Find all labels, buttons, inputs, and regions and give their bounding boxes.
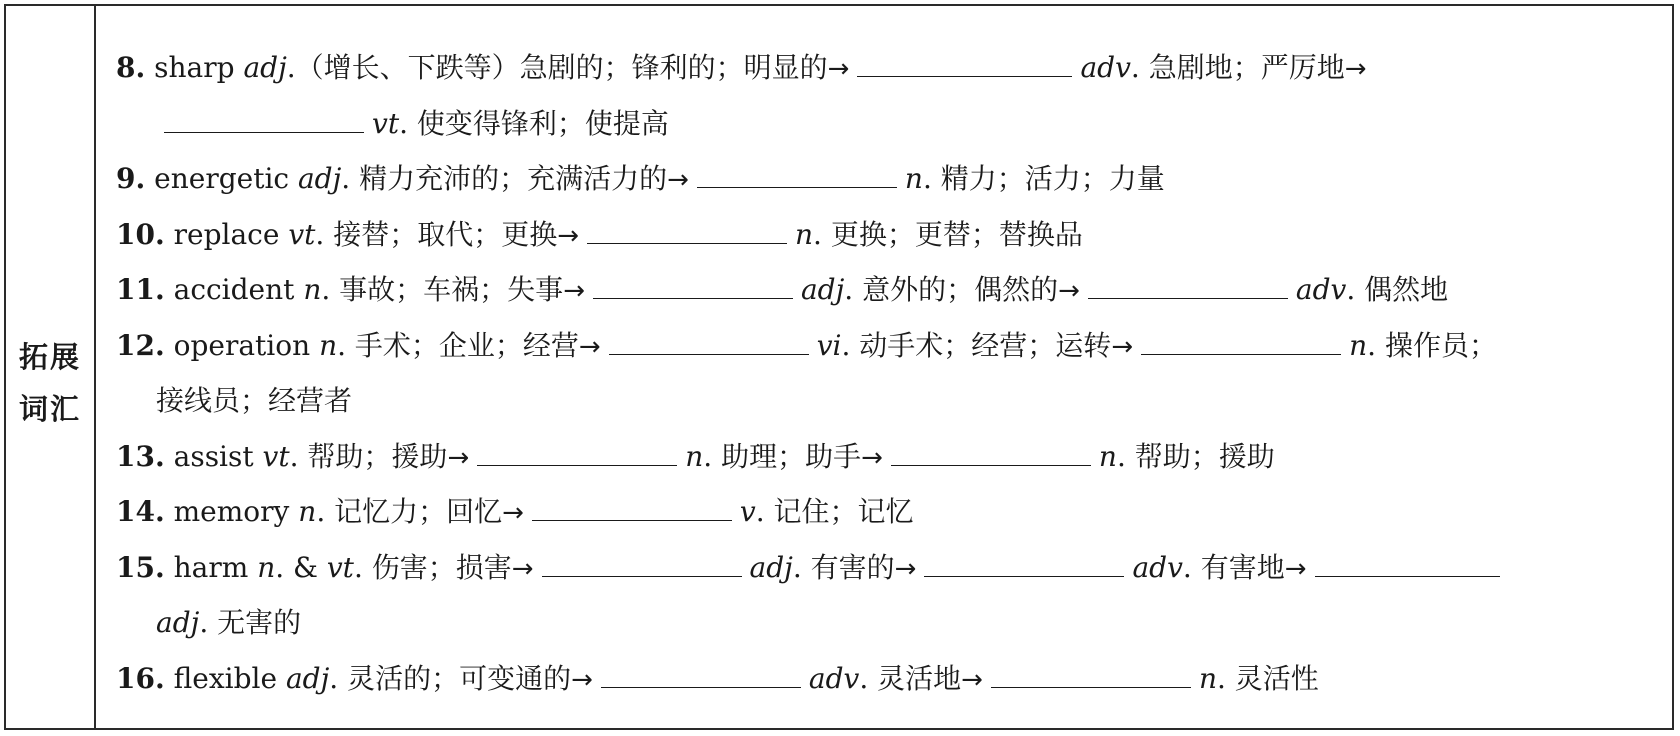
answer-blank[interactable] xyxy=(1088,297,1288,299)
section-label-column xyxy=(6,6,96,728)
entry-text: . 精力充沛的；充满活力的 xyxy=(341,162,668,195)
entry-text: accident xyxy=(173,273,304,306)
entry-text: . 操作员； xyxy=(1367,328,1497,362)
arrow-icon: → xyxy=(502,498,524,528)
entry-text: . 记忆力；回忆 xyxy=(316,495,503,528)
vocab-entry-line xyxy=(116,151,1676,207)
entry-number: 12. xyxy=(116,328,165,362)
section-label-line-1: 拓展 xyxy=(18,340,81,374)
answer-blank[interactable] xyxy=(1315,575,1500,577)
entry-text: energetic xyxy=(154,162,298,195)
entry-text: . 意外的；偶然的 xyxy=(844,273,1059,306)
vocab-entry-line xyxy=(116,262,1676,318)
part-of-speech: n xyxy=(319,328,338,362)
part-of-speech: n xyxy=(1198,661,1217,695)
entry-text: .（增长、下跌等）急剧的；锋利的；明显的 xyxy=(286,51,828,84)
answer-blank[interactable] xyxy=(924,575,1124,577)
part-of-speech: adv xyxy=(1132,550,1183,584)
answer-blank[interactable] xyxy=(477,464,677,466)
section-label xyxy=(6,331,94,435)
answer-blank[interactable] xyxy=(601,686,801,688)
entry-text: . 手术；企业；经营 xyxy=(337,328,579,362)
entry-text: . 灵活性 xyxy=(1216,661,1319,695)
entry-text: . 灵活地 xyxy=(859,661,962,695)
vocab-entry-line xyxy=(116,40,1676,96)
entry-text: . 有害的 xyxy=(792,550,895,584)
answer-blank[interactable] xyxy=(532,519,732,521)
vocab-entry-line xyxy=(116,651,1676,707)
entry-text: . & xyxy=(275,550,327,584)
vocab-entry-line xyxy=(116,207,1676,263)
vocab-entry-line xyxy=(116,96,1676,152)
answer-blank[interactable] xyxy=(542,575,742,577)
entry-number: 10. xyxy=(116,217,165,251)
entry-text: . 伤害；损害 xyxy=(353,550,512,584)
vocab-table xyxy=(4,4,1674,730)
arrow-icon: → xyxy=(563,276,585,306)
part-of-speech: adj xyxy=(243,51,287,84)
arrow-icon: → xyxy=(1344,54,1367,84)
arrow-icon: → xyxy=(1284,553,1307,584)
entry-text: sharp xyxy=(154,51,244,84)
part-of-speech: adj xyxy=(800,273,845,306)
arrow-icon: → xyxy=(511,553,534,584)
arrow-icon: → xyxy=(1111,331,1134,362)
part-of-speech: adj xyxy=(297,162,342,195)
answer-blank[interactable] xyxy=(857,75,1072,77)
arrow-icon: → xyxy=(1058,276,1080,306)
entry-text: operation xyxy=(173,328,320,362)
entry-text: memory xyxy=(173,495,299,528)
entry-text: replace xyxy=(173,217,289,251)
part-of-speech: adv xyxy=(1295,273,1347,306)
part-of-speech: vt xyxy=(372,106,400,140)
entry-text: . 记住；记忆 xyxy=(755,495,914,528)
part-of-speech: vt xyxy=(262,439,290,473)
entry-text: . 急剧地；严厉地 xyxy=(1130,51,1345,84)
vocab-entry-line xyxy=(116,484,1676,540)
entry-text: . 有害地 xyxy=(1182,550,1285,584)
entry-number: 13. xyxy=(116,439,165,473)
entry-number: 14. xyxy=(116,495,165,528)
entry-text: assist xyxy=(173,439,263,473)
part-of-speech: adj xyxy=(285,661,330,695)
entry-text: . 偶然地 xyxy=(1346,273,1449,306)
vocab-entry-line xyxy=(116,595,1676,651)
answer-blank[interactable] xyxy=(1141,353,1341,355)
part-of-speech: n xyxy=(303,273,322,306)
entry-text: harm xyxy=(173,550,258,584)
entry-text: . 更换；更替；替换品 xyxy=(813,217,1083,251)
arrow-icon: → xyxy=(861,442,883,473)
part-of-speech: adj xyxy=(156,606,200,639)
part-of-speech: n xyxy=(1349,328,1368,362)
answer-blank[interactable] xyxy=(609,353,809,355)
arrow-icon: → xyxy=(557,220,579,251)
answer-blank[interactable] xyxy=(587,242,787,244)
entry-text: . 使变得锋利；使提高 xyxy=(399,106,669,140)
part-of-speech: adv xyxy=(1080,51,1131,84)
arrow-icon: → xyxy=(894,553,917,584)
entry-number: 8. xyxy=(116,51,146,84)
entry-text: 接线员；经营者 xyxy=(156,384,353,417)
answer-blank[interactable] xyxy=(697,186,897,188)
arrow-icon: → xyxy=(827,54,850,84)
vocab-entry-line xyxy=(116,373,1676,429)
part-of-speech: n xyxy=(685,439,704,473)
answer-blank[interactable] xyxy=(164,131,364,133)
vocab-entry-line xyxy=(116,429,1676,485)
entry-text: . 帮助；援助 xyxy=(289,439,448,473)
answer-blank[interactable] xyxy=(891,464,1091,466)
entry-text: . 无害的 xyxy=(199,606,302,639)
entry-number: 9. xyxy=(116,162,146,195)
part-of-speech: n xyxy=(904,162,923,195)
part-of-speech: adj xyxy=(749,550,793,584)
entry-text: . 接替；取代；更换 xyxy=(315,217,558,251)
part-of-speech: vt xyxy=(288,217,316,251)
entry-text: flexible xyxy=(173,661,286,695)
entry-text: . 动手术；经营；运转 xyxy=(841,328,1112,362)
entry-text: . 帮助；援助 xyxy=(1116,439,1275,473)
part-of-speech: vt xyxy=(326,550,354,584)
answer-blank[interactable] xyxy=(991,686,1191,688)
entry-text: . 精力；活力；力量 xyxy=(922,162,1165,195)
arrow-icon: → xyxy=(447,442,470,473)
arrow-icon: → xyxy=(578,331,601,362)
section-label-line-2: 词汇 xyxy=(18,392,81,426)
entry-number: 16. xyxy=(116,661,165,695)
part-of-speech: n xyxy=(1098,439,1117,473)
entry-text: . 助理；助手 xyxy=(703,439,862,473)
entry-text: . 灵活的；可变通的 xyxy=(329,661,572,695)
entry-number: 11. xyxy=(116,273,165,306)
vocab-entries xyxy=(116,40,1676,706)
entry-number: 15. xyxy=(116,550,165,584)
part-of-speech: adv xyxy=(808,661,860,695)
arrow-icon: → xyxy=(667,165,689,195)
arrow-icon: → xyxy=(571,664,593,695)
part-of-speech: n xyxy=(795,217,814,251)
answer-blank[interactable] xyxy=(593,297,793,299)
part-of-speech: n xyxy=(257,550,276,584)
entry-text: . 事故；车祸；失事 xyxy=(321,273,564,306)
part-of-speech: vi xyxy=(816,328,842,362)
vocab-entry-line xyxy=(116,540,1676,596)
vocab-entry-line xyxy=(116,318,1676,374)
part-of-speech: v xyxy=(739,495,756,528)
arrow-icon: → xyxy=(961,664,983,695)
part-of-speech: n xyxy=(298,495,317,528)
